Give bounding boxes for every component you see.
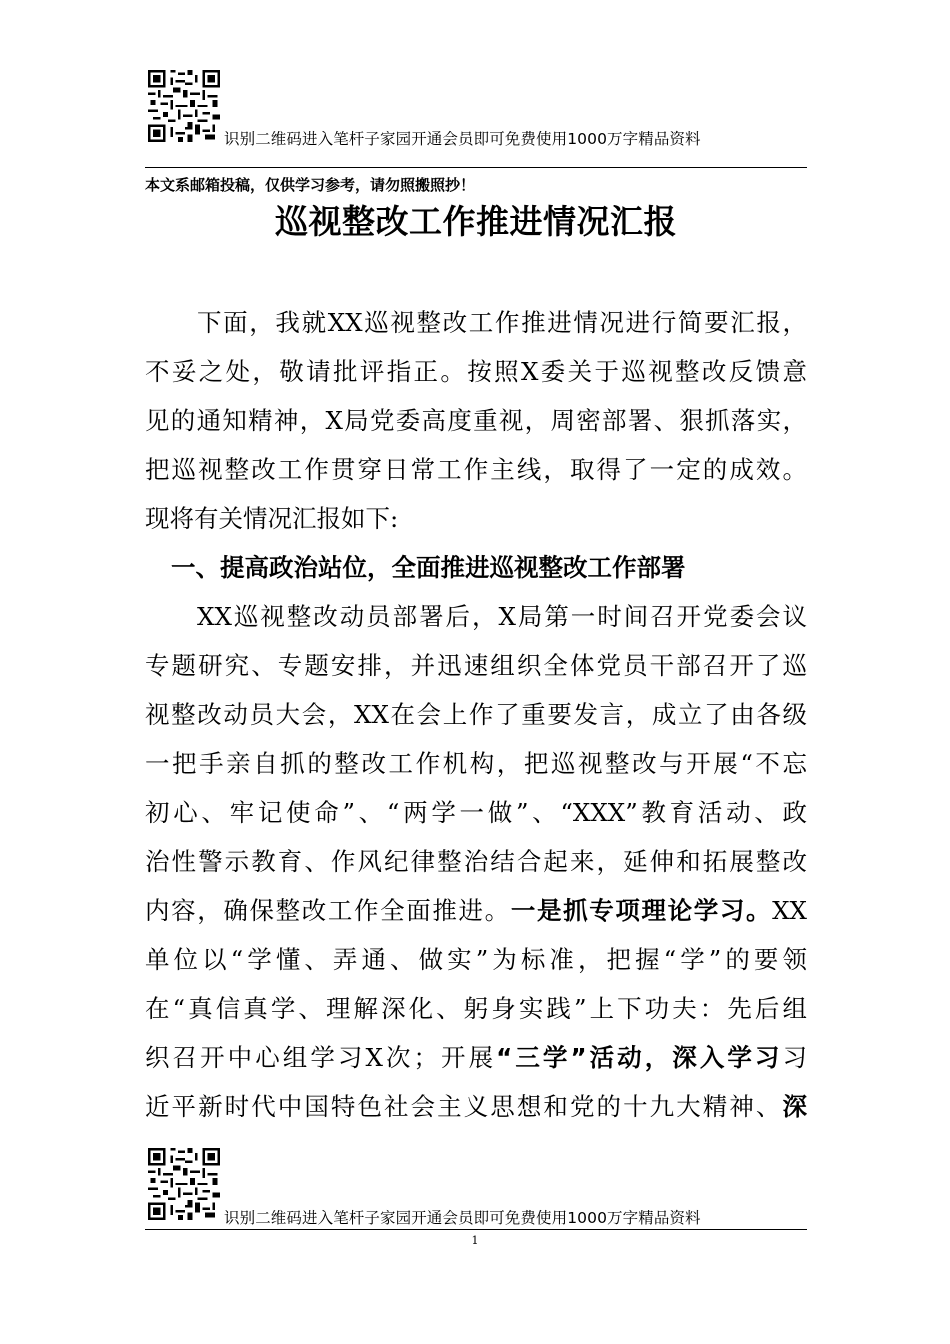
- paragraph-line: 现将有关情况汇报如下:: [145, 504, 399, 533]
- paragraph-line: XX巡视整改动员部署后，X局第一时间召开党委会议: [197, 602, 807, 631]
- paragraph-line: [145, 1033, 807, 1082]
- paragraph-line: 一把手亲自抓的整改工作机构，把巡视整改与开展“不忘: [145, 749, 807, 778]
- text-run: 内容，确保整改工作全面推进。: [145, 896, 511, 925]
- paragraph-line: 见的通知精神，X局党委高度重视，周密部署、狠抓落实，: [145, 406, 807, 435]
- document-title: 巡视整改工作推进情况汇报: [275, 202, 677, 241]
- header-divider: [145, 167, 807, 168]
- header-promo-text: 识别二维码进入笔杆子家园开通会员即可免费使用1000万字精品资料: [224, 130, 701, 148]
- qr-code-icon: [148, 70, 220, 142]
- bold-emphasis: “三学”活动，深入学习: [496, 1043, 783, 1072]
- text-run: 习: [782, 1043, 807, 1072]
- bold-emphasis: 深: [782, 1092, 807, 1121]
- page-number: 1: [471, 1234, 479, 1247]
- paragraph-line: 视整改动员大会，XX在会上作了重要发言，成立了由各级: [145, 700, 807, 729]
- section-heading: 一、提高政治站位，全面推进巡视整改工作部署: [171, 553, 686, 582]
- paragraph-line: 初心、牢记使命”、“两学一做”、“XXX”教育活动、政: [145, 798, 807, 827]
- paragraph-line: 下面，我就XX巡视整改工作推进情况进行简要汇报，: [197, 308, 807, 337]
- paragraph-line: 专题研究、专题安排，并迅速组织全体党员干部召开了巡: [145, 651, 807, 680]
- paragraph-line: 不妥之处，敬请批评指正。按照X委关于巡视整改反馈意: [145, 357, 807, 386]
- submission-notice: 本文系邮箱投稿，仅供学习参考，请勿照搬照抄！: [145, 176, 476, 194]
- footer-divider: [145, 1229, 807, 1230]
- document-body: [145, 298, 807, 1131]
- paragraph-line: 在“真信真学、理解深化、躬身实践”上下功夫：先后组: [145, 994, 807, 1023]
- paragraph-line: 治性警示教育、作风纪律整治结合起来，延伸和拓展整改: [145, 847, 807, 876]
- paragraph-line: 单位以“学懂、弄通、做实”为标准，把握“学”的要领: [145, 945, 807, 974]
- paragraph-line: [145, 886, 807, 935]
- qr-code-icon: [148, 1148, 220, 1220]
- text-run: 织召开中心组学习X次；开展: [145, 1043, 497, 1072]
- bold-emphasis: 一是抓专项理论学习。: [510, 896, 773, 925]
- footer-promo-text: 识别二维码进入笔杆子家园开通会员即可免费使用1000万字精品资料: [224, 1209, 701, 1227]
- text-run: 近平新时代中国特色社会主义思想和党的十九大精神、: [145, 1092, 783, 1121]
- paragraph-line: 把巡视整改工作贯穿日常工作主线，取得了一定的成效。: [145, 455, 807, 484]
- text-run: XX: [772, 896, 807, 925]
- paragraph-line: [145, 1082, 807, 1131]
